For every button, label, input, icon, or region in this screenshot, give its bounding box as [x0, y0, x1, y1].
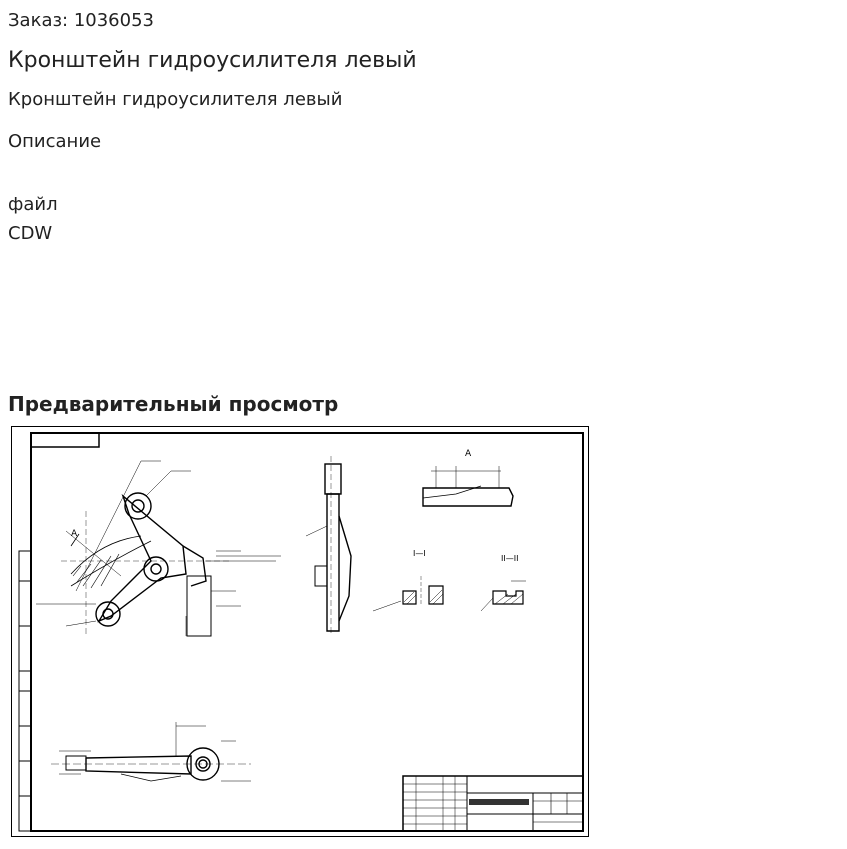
view-a-label: А [465, 449, 472, 459]
description-label: Описание [8, 131, 102, 152]
preview-heading: Предварительный просмотр [8, 392, 339, 416]
svg-text:А: А [71, 529, 78, 539]
file-type[interactable]: CDW [8, 223, 53, 244]
product-subtitle: Кронштейн гидроусилителя левый [8, 89, 343, 110]
section-2-label: II—II [501, 554, 519, 563]
order-number: Заказ: 1036053 [8, 10, 154, 31]
file-label: файл [8, 194, 58, 215]
drawing-preview[interactable] [11, 426, 589, 837]
product-title: Кронштейн гидроусилителя левый [8, 48, 417, 73]
technical-drawing-image [11, 426, 589, 837]
section-1-label: I—I [413, 549, 426, 558]
